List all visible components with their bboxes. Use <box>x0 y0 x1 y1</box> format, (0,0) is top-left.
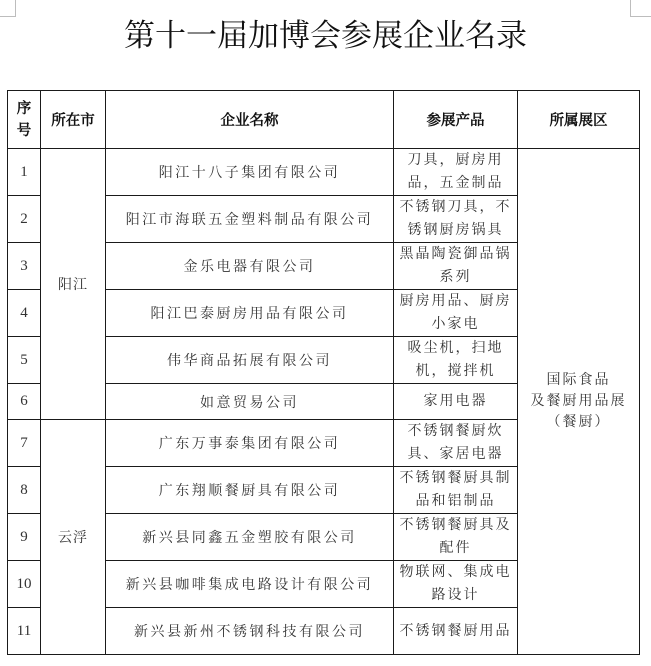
cell-company: 阳江十八子集团有限公司 <box>106 149 394 196</box>
header-seq: 序号 <box>8 91 41 149</box>
cell-seq: 5 <box>8 337 41 384</box>
document-title: 第十一届加博会参展企业名录 <box>124 18 527 54</box>
cell-products: 不锈钢餐厨炊具、家居电器 <box>394 420 518 467</box>
cell-company: 阳江市海联五金塑料制品有限公司 <box>106 196 394 243</box>
header-city: 所在市 <box>41 91 106 149</box>
cell-company: 广东翔顺餐厨具有限公司 <box>106 467 394 514</box>
cell-zone <box>518 149 640 655</box>
cell-products: 不锈钢餐厨用品 <box>394 608 518 655</box>
cell-company: 如意贸易公司 <box>106 384 394 420</box>
cell-company: 广东万事泰集团有限公司 <box>106 420 394 467</box>
cell-seq: 4 <box>8 290 41 337</box>
table-row <box>8 149 640 196</box>
table-header-row <box>8 91 640 149</box>
cell-products: 刀具，厨房用品，五金制品 <box>394 149 518 196</box>
cell-seq: 8 <box>8 467 41 514</box>
cell-products: 不锈钢餐厨具制品和铝制品 <box>394 467 518 514</box>
cell-seq: 3 <box>8 243 41 290</box>
cell-company: 新兴县咖啡集成电路设计有限公司 <box>106 561 394 608</box>
cell-seq: 1 <box>8 149 41 196</box>
cell-company: 金乐电器有限公司 <box>106 243 394 290</box>
cell-company: 阳江巴泰厨房用品有限公司 <box>106 290 394 337</box>
cell-products: 黑晶陶瓷御品锅系列 <box>394 243 518 290</box>
cell-products: 家用电器 <box>394 384 518 420</box>
zone-line: （餐厨） <box>546 414 611 430</box>
zone-line: 及餐厨用品展 <box>530 393 627 409</box>
cell-products: 不锈钢餐厨具及配件 <box>394 514 518 561</box>
cell-products: 不锈钢刀具，不锈钢厨房锅具 <box>394 196 518 243</box>
zone-line: 国际食品 <box>546 372 611 388</box>
cell-city-group: 阳江 <box>41 149 106 420</box>
cell-products: 厨房用品、厨房小家电 <box>394 290 518 337</box>
cell-seq: 2 <box>8 196 41 243</box>
cell-city-group: 云浮 <box>41 420 106 655</box>
cell-products: 物联网、集成电路设计 <box>394 561 518 608</box>
header-products: 参展产品 <box>394 91 518 149</box>
cell-company: 新兴县新州不锈钢科技有限公司 <box>106 608 394 655</box>
header-company: 企业名称 <box>106 91 394 149</box>
cell-seq: 7 <box>8 420 41 467</box>
cell-seq: 6 <box>8 384 41 420</box>
cell-products: 吸尘机，扫地机，搅拌机 <box>394 337 518 384</box>
cell-seq: 11 <box>8 608 41 655</box>
cell-company: 新兴县同鑫五金塑胶有限公司 <box>106 514 394 561</box>
cell-seq: 10 <box>8 561 41 608</box>
header-zone: 所属展区 <box>518 91 640 149</box>
cell-seq: 9 <box>8 514 41 561</box>
cell-company: 伟华商品拓展有限公司 <box>106 337 394 384</box>
exhibitor-table <box>7 90 640 655</box>
